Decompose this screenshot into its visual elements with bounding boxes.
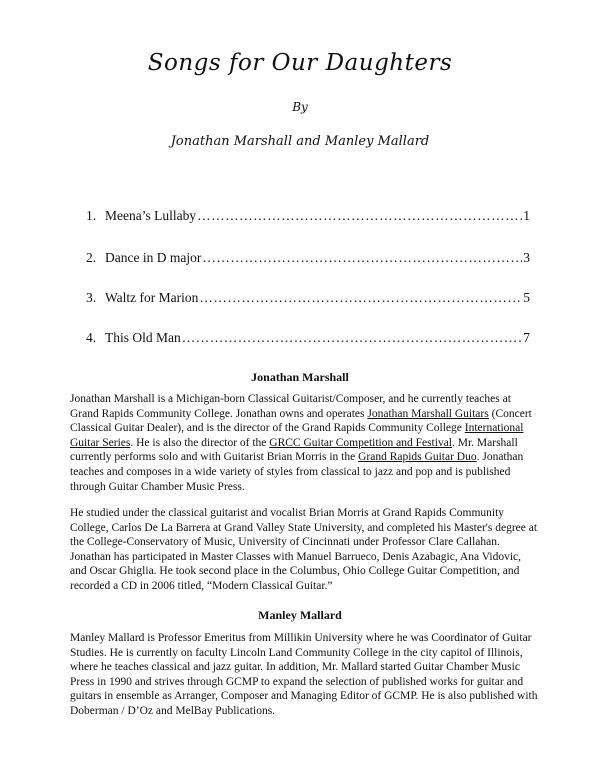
bio-heading-mallard: Manley Mallard [258, 608, 342, 622]
toc-page: 3 [523, 250, 530, 265]
bio-text: Jonathan Marshall is a Michigan-born Classical Guitarist/Composer, and he currently teaches at Grand Rapids Community College. Jonathan owns and operates [70, 393, 511, 420]
toc-page: 1 [523, 208, 530, 223]
toc-number: 2. [86, 250, 97, 265]
toc-leader [199, 290, 522, 306]
toc-entry[interactable] [86, 208, 530, 224]
toc-leader [197, 208, 522, 224]
bio-heading-marshall: Jonathan Marshall [251, 370, 349, 384]
toc-label: Waltz for Marion [105, 290, 199, 305]
toc-page: 7 [523, 330, 530, 345]
link-international-guitar-series[interactable]: International Guitar Series [70, 422, 524, 449]
bio-text: . He is also the director of the [130, 436, 270, 449]
toc-leader [182, 330, 523, 346]
by-line: By [292, 100, 308, 114]
toc-page: 5 [523, 290, 530, 305]
bio-text: . Jonathan teaches and composes in a wide variety of styles from classical to jazz and pop and is published through Guitar Chamber Music Press. [70, 451, 524, 493]
link-grcc-guitar-competition[interactable]: GRCC Guitar Competition and Festival [269, 436, 452, 449]
bio-marshall-paragraph-2 [70, 506, 540, 594]
toc-number: 4. [86, 330, 97, 345]
toc-leader [202, 250, 522, 266]
toc-label: Meena’s Lullaby [105, 208, 197, 223]
authors-line: Jonathan Marshall and Manley Mallard [170, 134, 430, 149]
toc-number: 3. [86, 290, 97, 305]
bio-text: He studied under the classical guitarist and vocalist Brian Morris at Grand Rapids Community College, Carlos De La Barrera at Grand Valley State University, and completed his Master's degree at the College-Conservatory of Music, University of Cincinnati under Professor Clare Callahan. Jonathan has participated in Master Classes with Manuel Barrueco, Denis Azabagic, Ana Vidovic, and Oscar Ghiglia. He took second place in the Columbus, Ohio College Guitar Competition, and recorded a CD in 2006 titled, “Modern Classical Guitar.” [70, 507, 538, 592]
toc-label: Dance in D major [105, 250, 202, 265]
document-title: Songs for Our Daughters [147, 50, 453, 76]
bio-text: (Concert Classical Guitar Dealer), and is the director of the Grand Rapids Community College [70, 407, 532, 435]
toc-number: 1. [86, 208, 97, 223]
toc-label: This Old Man [105, 330, 181, 345]
bio-marshall-paragraph-1 [70, 392, 540, 494]
bio-mallard-paragraph-1 [70, 631, 540, 719]
link-grand-rapids-guitar-duo[interactable]: Grand Rapids Guitar Duo [358, 451, 477, 464]
bio-text: Manley Mallard is Professor Emeritus from Millikin University where he was Coordinator of Guitar Studies. He is currently on faculty Lincoln Land Community College in the city capitol of Illinois, where he teaches classical and jazz guitar. In addition, Mr. Mallard started Guitar Chamber Music Press in 1990 and strives through GCMP to expand the selection of published works for guitar and guitars in ensemble as Arranger, Composer and Managing Editor of GCMP. He is also published with Doberman / D’Oz and MelBay Publications. [70, 632, 538, 717]
toc-entry[interactable] [86, 330, 530, 346]
toc-entry[interactable] [86, 250, 530, 266]
toc-entry[interactable] [86, 290, 530, 306]
bio-text: . Mr. Marshall currently performs solo and with Guitarist Brian Morris in the [70, 436, 518, 464]
link-jonathan-marshall-guitars[interactable]: Jonathan Marshall Guitars [367, 407, 489, 420]
